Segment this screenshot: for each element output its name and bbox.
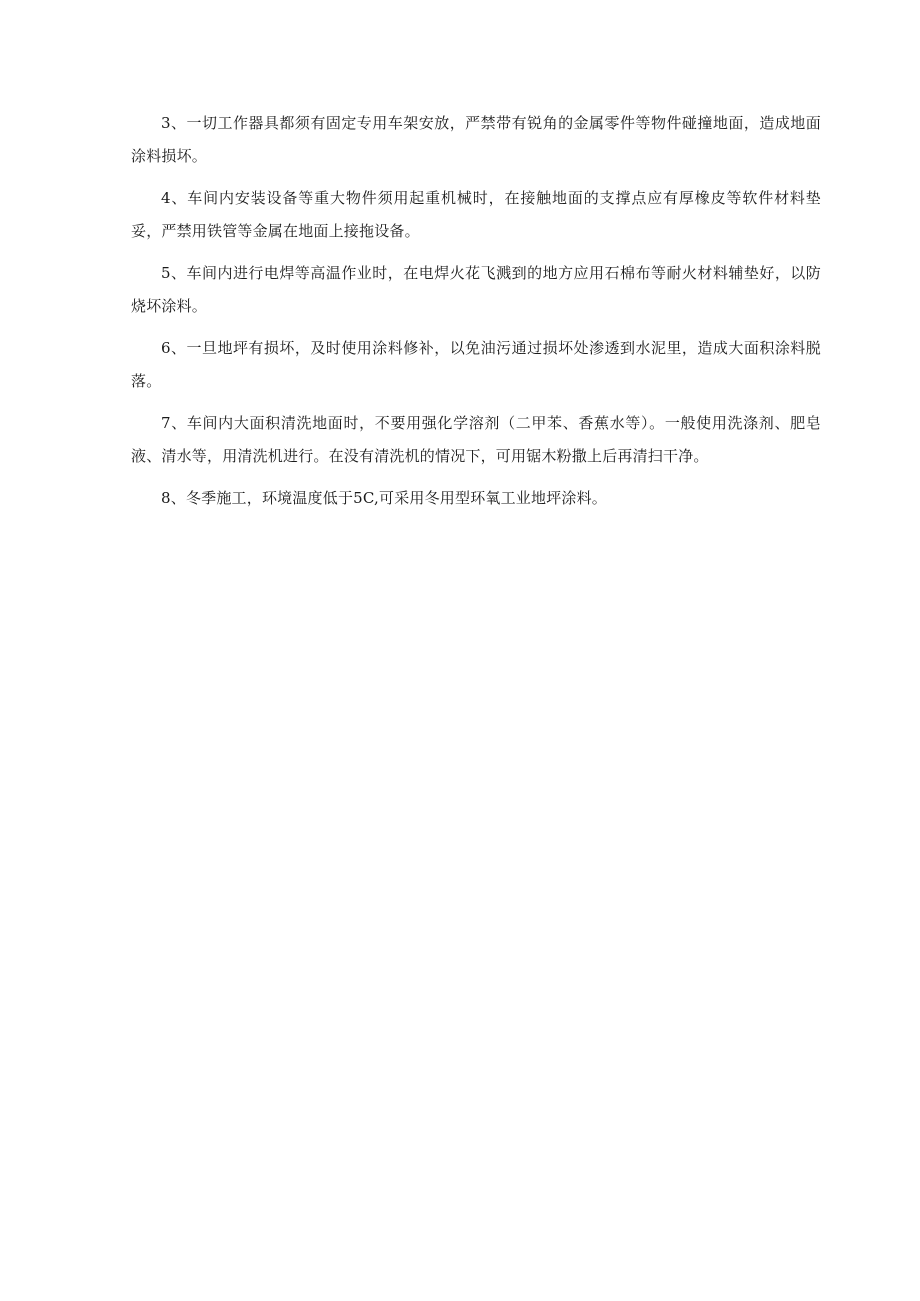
paragraph-5: 5、车间内进行电焊等高温作业时，在电焊火花飞溅到的地方应用石棉布等耐火材料辅垫好，以防烧坏涂料。 (131, 264, 821, 315)
document-body (131, 107, 821, 515)
paragraph-7: 7、车间内大面积清洗地面时，不要用强化学溶剂（二甲苯、香蕉水等）。一般使用洗涤剂、肥皂液、清水等，用清洗机进行。在没有清洗机的情况下，可用锯木粉撒上后再清扫干净。 (131, 414, 821, 465)
paragraph-8: 8、冬季施工，环境温度低于5C,可采用冬用型环氧工业地坪涂料。 (161, 489, 608, 507)
paragraph-4: 4、车间内安装设备等重大物件须用起重机械时，在接触地面的支撑点应有厚橡皮等软件材料垫妥，严禁用铁管等金属在地面上接拖设备。 (131, 189, 821, 240)
paragraph-6: 6、一旦地坪有损坏，及时使用涂料修补，以免油污通过损坏处渗透到水泥里，造成大面积涂料脱落。 (131, 339, 821, 390)
paragraph-3: 3、一切工作器具都须有固定专用车架安放，严禁带有锐角的金属零件等物件碰撞地面，造成地面涂料损坏。 (131, 114, 821, 165)
